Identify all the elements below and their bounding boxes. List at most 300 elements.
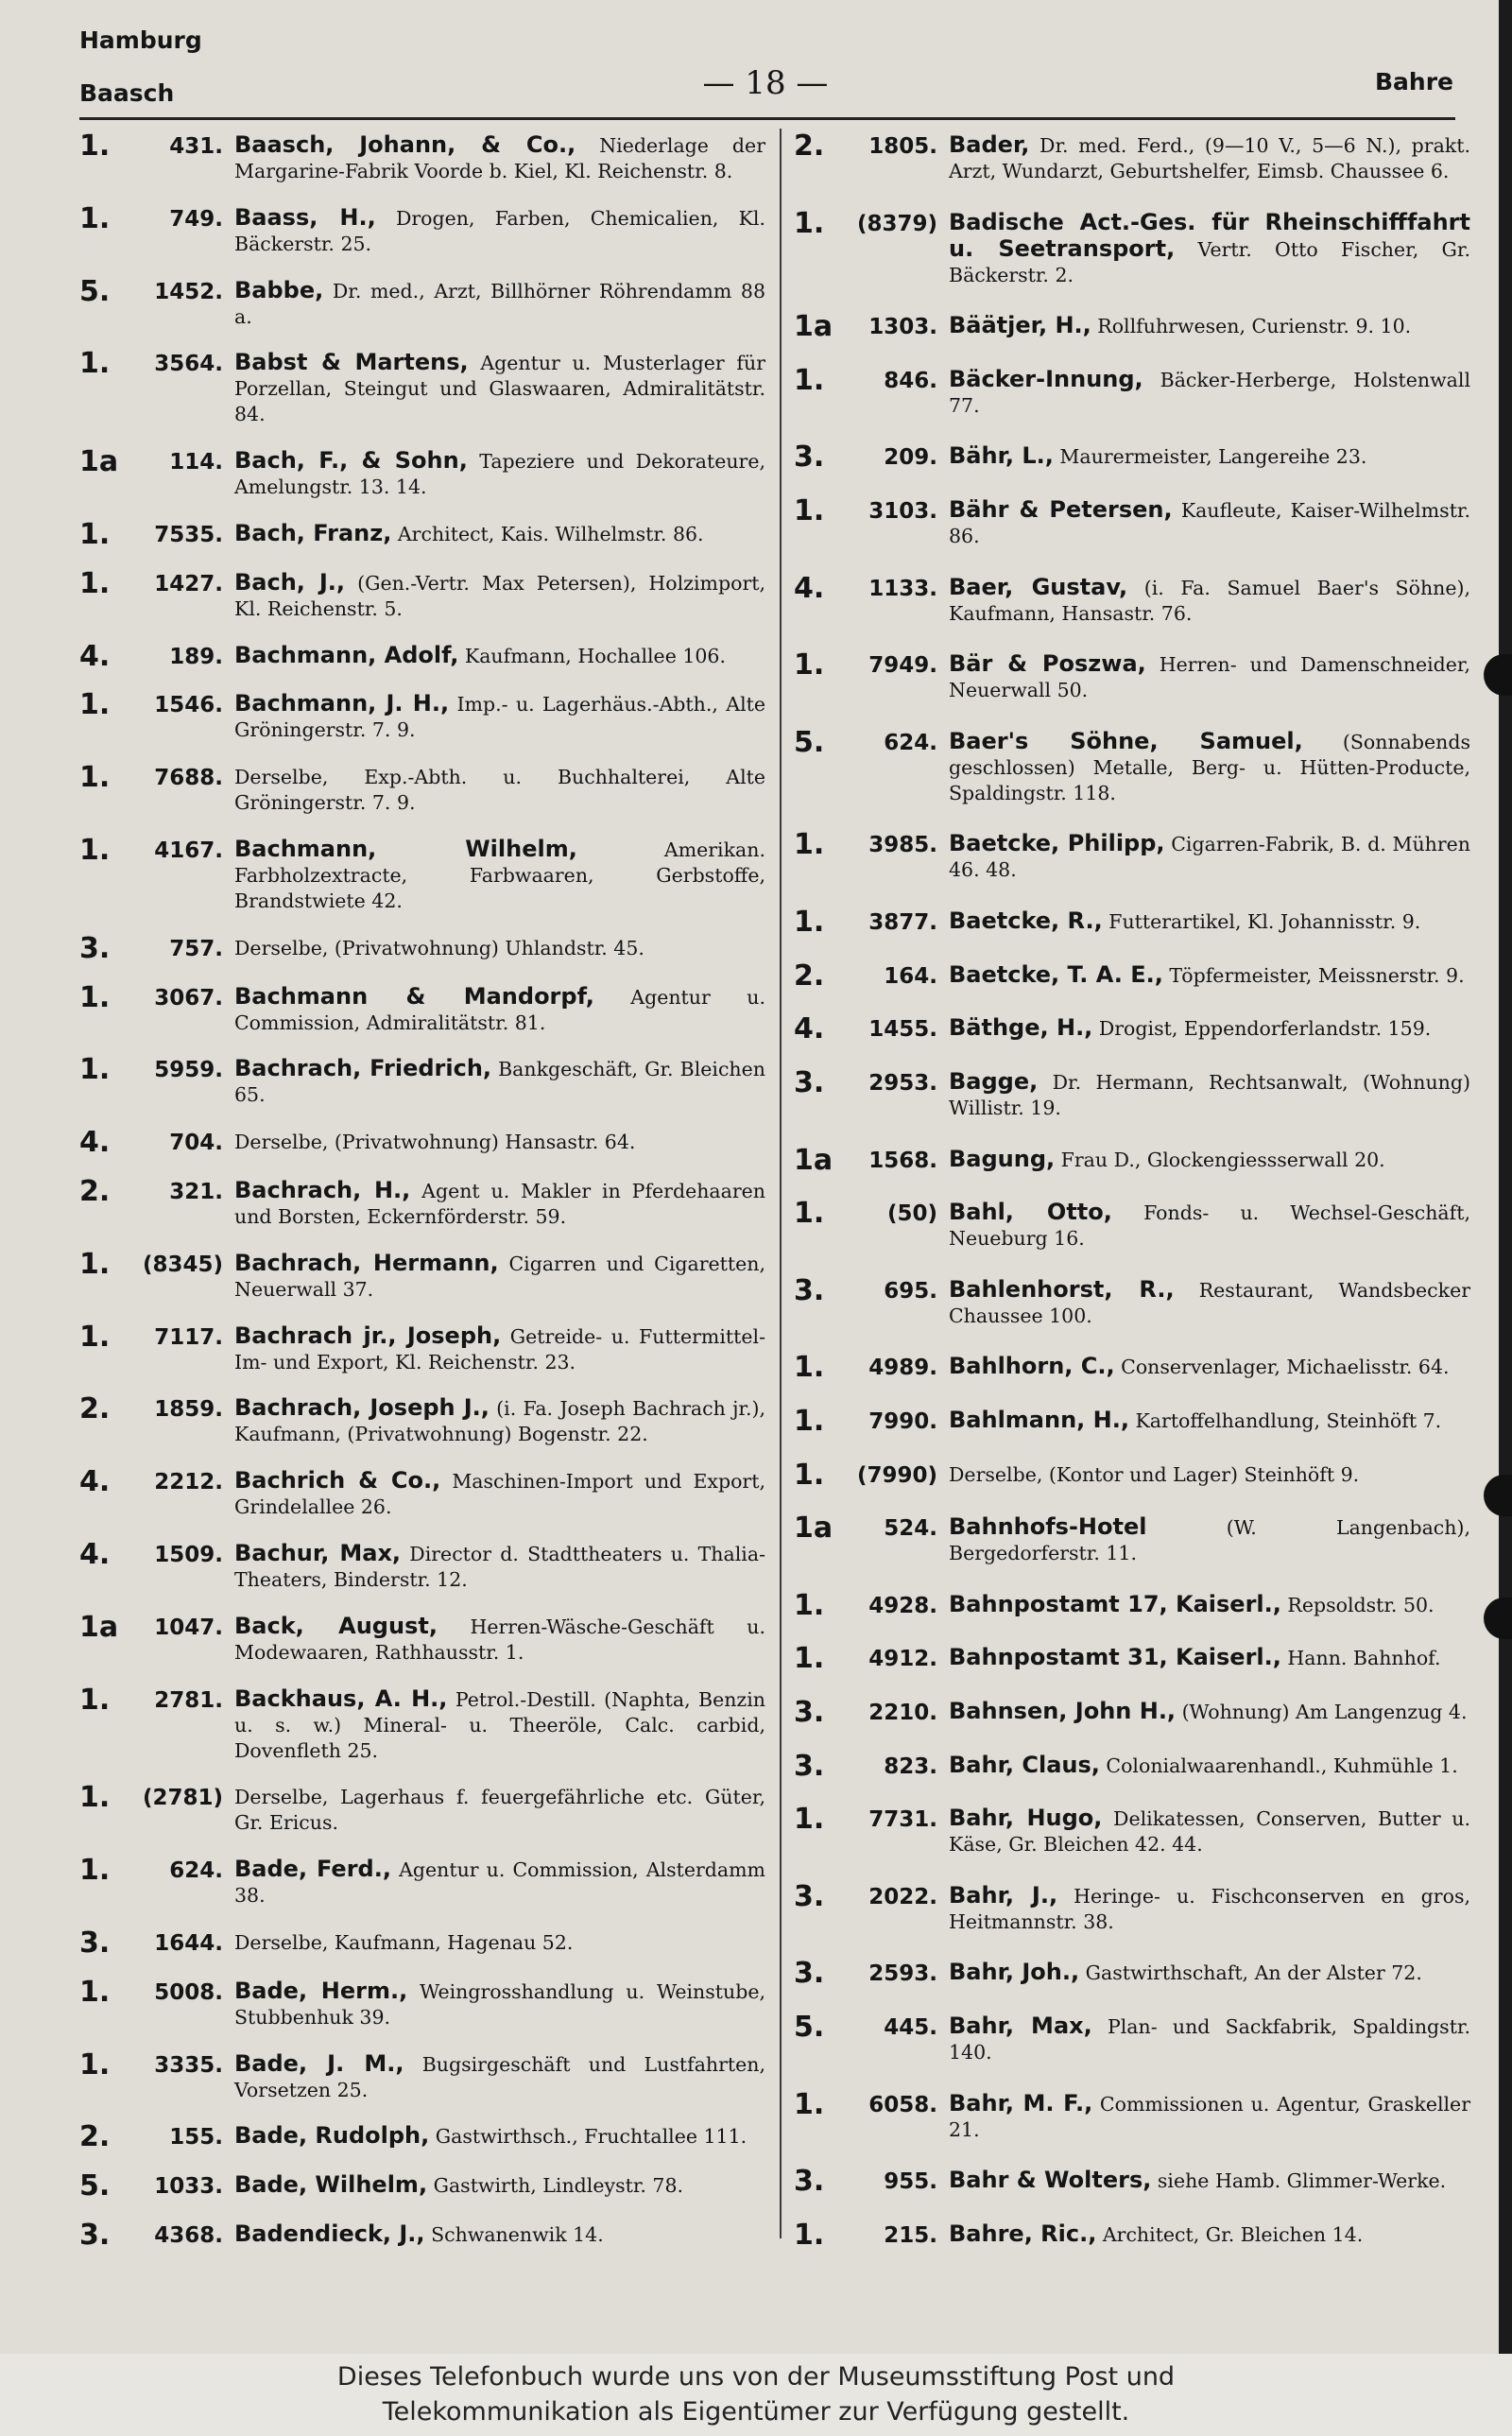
phone-number: 749.: [169, 206, 223, 232]
entry-text: [949, 1592, 1470, 1618]
first-catchword: Baasch: [79, 79, 175, 107]
line-class: 2.: [794, 959, 825, 993]
phone-number: 1133.: [868, 576, 937, 601]
line-class: 1.: [794, 1803, 825, 1837]
subscriber-details: Director d. Stadttheaters u. Thalia-Theaters, Binderstr. 12.: [234, 1542, 765, 1591]
directory-entry: [79, 347, 766, 427]
line-class: 1.: [794, 363, 825, 397]
binding-hole-mark: [1484, 1598, 1512, 1639]
phone-number: 7990.: [868, 1408, 937, 1434]
entry-text: [949, 1699, 1470, 1725]
directory-entry: [79, 1320, 766, 1375]
subscriber-details: Architect, Gr. Bleichen 14.: [1096, 2222, 1364, 2246]
phone-number: 1452.: [154, 279, 223, 304]
directory-entry: [794, 1642, 1470, 1676]
subscriber-details: Agent u. Makler in Pferdehaaren und Borsten, Eckernförderstr. 59.: [234, 1179, 766, 1228]
line-class: 4.: [79, 1465, 111, 1499]
entry-text: [949, 497, 1470, 549]
subscriber-name: Bagung,: [949, 1145, 1056, 1172]
subscriber-name: Bahr, J.,: [949, 1881, 1058, 1909]
directory-entry: [79, 445, 766, 500]
entry-text: [949, 575, 1470, 627]
line-class: 3.: [794, 1879, 825, 1913]
entry-text: [234, 691, 765, 743]
directory-entry: [794, 310, 1470, 344]
line-class: 1.: [79, 1320, 111, 1354]
line-class: 1.: [79, 347, 111, 381]
header-rule: [79, 117, 1455, 120]
line-class: 1.: [794, 648, 825, 682]
entry-text: [949, 1069, 1470, 1121]
subscriber-name: Baetcke, R.,: [949, 907, 1103, 935]
line-class: 3.: [79, 2218, 111, 2252]
subscriber-details: Derselbe, Kaufmann, Hagenau 52.: [234, 1930, 574, 1954]
entry-text: [234, 1178, 765, 1230]
phone-number: 695.: [884, 1278, 937, 1304]
phone-number: 1047.: [154, 1615, 223, 1640]
entry-text: [234, 1978, 765, 2030]
entry-text: [949, 2091, 1470, 2143]
line-class: 3.: [79, 1926, 111, 1960]
phone-number: 4912.: [868, 1647, 937, 1672]
phone-number: 7731.: [868, 1807, 937, 1833]
phone-number: 524.: [884, 1516, 937, 1542]
entry-text: [949, 443, 1470, 470]
directory-entry: [794, 1957, 1470, 1991]
subscriber-name: Bachrach, Hermann,: [234, 1249, 499, 1276]
entry-text: [234, 837, 765, 914]
directory-entry: [79, 2169, 765, 2203]
entry-text: [949, 1883, 1470, 1935]
subscriber-details: Bugsirgeschäft und Lustfahrten, Vorsetzen 25.: [234, 2052, 766, 2101]
subscriber-details: Herren- und Damenschneider, Neuerwall 50.: [949, 653, 1470, 702]
phone-number: 6058.: [868, 2092, 937, 2117]
entry-text: [949, 962, 1470, 989]
entry-text: [949, 1645, 1470, 1671]
region-title: Hamburg: [79, 26, 202, 54]
subscriber-name: Bär & Poszwa,: [949, 650, 1146, 678]
subscriber-details: Maschinen-Import und Export, Grindelallee 26.: [234, 1470, 765, 1519]
entry-text: [234, 132, 765, 184]
phone-number: 7688.: [154, 766, 223, 791]
subscriber-details: Derselbe, (Privatwohnung) Uhlandstr. 45.: [234, 936, 644, 959]
entry-text: [234, 350, 765, 427]
phone-number: 209.: [884, 445, 937, 471]
subscriber-name: Bachrach jr., Joseph,: [234, 1322, 502, 1349]
phone-number: 3564.: [154, 352, 223, 377]
directory-entry: [79, 1174, 766, 1230]
subscriber-name: Babst & Martens,: [234, 349, 469, 376]
line-class: 3.: [794, 2165, 825, 2199]
entry-text: [949, 2168, 1470, 2194]
line-class: 1.: [79, 761, 111, 795]
line-class: 1.: [79, 688, 111, 722]
subscriber-name: Bachrach, Joseph J.,: [234, 1394, 490, 1422]
line-class: 3.: [794, 441, 825, 475]
subscriber-details: Weingrosshandlung u. Weinstube, Stubbenhuk 39.: [234, 1979, 765, 2029]
subscriber-name: Bachrach, H.,: [234, 1176, 411, 1203]
entry-text: [234, 1686, 765, 1764]
running-head-left: [79, 25, 202, 110]
subscriber-details: Kaufleute, Kaiser-Wilhelmstr. 86.: [949, 499, 1470, 548]
directory-entry: [794, 906, 1470, 940]
subscriber-details: (i. Fa. Joseph Bachrach jr.), Kaufmann, (Privatwohnung) Bogenstr. 22.: [234, 1397, 766, 1446]
phone-number: 3985.: [868, 833, 937, 858]
subscriber-details: Petrol.-Destill. (Naphta, Benzin u. s. w.) Mineral- u. Theeröle, Calc. carbid, Dovenfleth 25.: [234, 1687, 765, 1762]
subscriber-details: Amerikan. Farbholzextracte, Farbwaaren, Gerbstoffe, Brandstwiete 42.: [234, 838, 765, 912]
subscriber-name: Bahr & Wolters,: [949, 2167, 1152, 2194]
phone-number: (8345): [142, 1252, 223, 1277]
subscriber-details: Derselbe, (Kontor und Lager) Steinhöft 9.: [949, 1462, 1360, 1486]
line-class: 5.: [79, 2169, 111, 2203]
entry-text: [949, 1461, 1470, 1488]
subscriber-details: (Gen.-Vertr. Max Petersen), Holzimport, Kl. Reichenstr. 5.: [234, 571, 766, 620]
line-class: 1a: [79, 1610, 119, 1644]
phone-number: 624.: [169, 1858, 223, 1884]
phone-number: 7117.: [154, 1324, 223, 1350]
subscriber-name: Badische Act.-Ges. für Rheinschifffahrt u. Seetransport,: [949, 208, 1470, 262]
entry-text: [234, 2051, 765, 2103]
line-class: 4.: [794, 1012, 825, 1046]
subscriber-details: Bankgeschäft, Gr. Bleichen 65.: [234, 1058, 765, 1107]
subscriber-details: Derselbe, (Privatwohnung) Hansastr. 64.: [234, 1131, 636, 1154]
subscriber-name: Bahnhofs-Hotel: [949, 1513, 1147, 1541]
subscriber-name: Badendieck, J.,: [234, 2220, 425, 2247]
entry-text: [949, 1960, 1470, 1986]
line-class: 1.: [794, 1588, 825, 1622]
phone-number: 155.: [169, 2125, 223, 2151]
entry-text: [234, 1541, 765, 1593]
phone-number: 1427.: [154, 571, 223, 596]
subscriber-name: Bach, Franz,: [234, 519, 392, 546]
directory-entry: [79, 980, 765, 1036]
subscriber-name: Bäthge, H.,: [949, 1014, 1093, 1042]
directory-entry: [794, 441, 1470, 475]
subscriber-details: Cigarren und Cigaretten, Neuerwall 37.: [234, 1252, 765, 1301]
subscriber-name: Bahre, Ric.,: [949, 2220, 1097, 2247]
subscriber-details: Kartoffelhandlung, Steinhöft 7.: [1128, 1408, 1442, 1432]
phone-number: 2212.: [154, 1470, 223, 1495]
directory-entry: [79, 1392, 766, 1447]
archive-notice: [0, 2354, 1512, 2436]
line-class: 1.: [79, 1683, 111, 1717]
subscriber-name: Bader,: [949, 131, 1030, 158]
subscriber-details: Conservenlager, Michaelisstr. 64.: [1114, 1356, 1450, 1379]
phone-number: 431.: [169, 134, 223, 159]
line-class: 4.: [79, 639, 111, 673]
directory-entry: [794, 132, 1470, 184]
phone-number: 1859.: [154, 1397, 223, 1423]
phone-number: 189.: [169, 644, 223, 669]
directory-entry: [79, 1926, 765, 1960]
line-class: 5.: [794, 2011, 825, 2045]
entry-text: [949, 313, 1470, 339]
directory-entry: [794, 1197, 1470, 1252]
line-class: 1.: [79, 566, 111, 600]
subscriber-details: Töpfermeister, Meissnerstr. 9.: [1162, 963, 1465, 987]
directory-entry: [79, 1465, 765, 1520]
line-class: 2.: [79, 1174, 111, 1208]
subscriber-details: Derselbe, Lagerhaus f. feuergefährliche etc. Güter, Gr. Ericus.: [234, 1786, 765, 1835]
line-class: 1a: [794, 1143, 833, 1177]
subscriber-details: Maurermeister, Langereihe 23.: [1053, 445, 1367, 469]
line-class: 1.: [794, 1197, 825, 1231]
phone-number: 5959.: [154, 1058, 223, 1083]
subscriber-name: Bach, F., & Sohn,: [234, 447, 468, 475]
directory-entry: [79, 132, 765, 184]
subscriber-details: (W. Langenbach), Bergedorferstr. 11.: [949, 1516, 1470, 1565]
phone-number: 2210.: [868, 1701, 937, 1726]
subscriber-details: Heringe- u. Fischconserven en gros, Heitmannstr. 38.: [949, 1884, 1470, 1933]
directory-entry: [79, 1537, 765, 1593]
phone-number: 7949.: [868, 653, 937, 679]
line-class: 1.: [79, 980, 111, 1014]
entry-text: [234, 1784, 765, 1836]
subscriber-name: Baetcke, Philipp,: [949, 830, 1165, 857]
directory-entry: [79, 761, 765, 816]
subscriber-details: Agentur u. Commission, Admiralitätstr. 81.: [234, 985, 765, 1034]
line-class: 5.: [794, 725, 825, 759]
subscriber-details: Colonialwaarenhandl., Kuhmühle 1.: [1099, 1754, 1458, 1777]
directory-entry: [794, 1012, 1470, 1046]
line-class: 3.: [794, 1696, 825, 1730]
subscriber-name: Bahr, Claus,: [949, 1751, 1100, 1778]
directory-entry: [794, 571, 1470, 627]
entry-text: [234, 570, 765, 622]
subscriber-details: Gastwirthsch., Fruchtallee 111.: [429, 2125, 747, 2149]
subscriber-name: Bäätjer, H.,: [949, 312, 1091, 339]
subscriber-name: Bade, Ferd.,: [234, 1856, 391, 1883]
line-class: 1.: [79, 1247, 111, 1281]
entry-text: [949, 729, 1470, 806]
directory-entry: [794, 1351, 1470, 1385]
directory-entry: [794, 2087, 1470, 2143]
directory-entry: [794, 2218, 1470, 2252]
subscriber-details: Repsoldstr. 50.: [1280, 1593, 1435, 1616]
subscriber-details: Schwanenwik 14.: [424, 2222, 604, 2246]
directory-entry: [79, 931, 765, 965]
phone-number: 164.: [884, 963, 937, 989]
subscriber-name: Baer's Söhne, Samuel,: [949, 727, 1303, 754]
entry-text: [949, 210, 1470, 288]
subscriber-details: Futterartikel, Kl. Johannisstr. 9.: [1102, 910, 1421, 934]
right-column: [794, 132, 1470, 2250]
entry-text: [234, 205, 765, 257]
line-class: 3.: [794, 1273, 825, 1307]
directory-entry: [794, 1514, 1470, 1566]
line-class: 5.: [79, 274, 111, 308]
column-divider: [780, 129, 782, 2238]
subscriber-name: Bähr & Petersen,: [949, 496, 1173, 524]
line-class: 1.: [79, 201, 111, 235]
entry-text: [949, 1408, 1470, 1434]
subscriber-details: Frau D., Glockengiessserwall 20.: [1055, 1148, 1385, 1171]
subscriber-name: Bahnsen, John H.,: [949, 1698, 1177, 1725]
subscriber-details: Gastwirth, Lindleystr. 78.: [427, 2174, 684, 2198]
phone-number: 3335.: [154, 2052, 223, 2078]
subscriber-name: Bahlmann, H.,: [949, 1406, 1129, 1433]
archive-notice-line: Dieses Telefonbuch wurde uns von der Museumsstiftung Post und: [336, 2362, 1176, 2392]
line-class: 4.: [794, 571, 825, 605]
line-class: 1.: [794, 2218, 825, 2252]
directory-entry: [794, 648, 1470, 703]
directory-entry: [794, 2165, 1470, 2199]
entry-text: [234, 1468, 765, 1520]
phone-number: 1546.: [154, 693, 223, 718]
phone-number: 955.: [884, 2169, 937, 2195]
subscriber-name: Bahlenhorst, R.,: [949, 1275, 1175, 1303]
directory-entry: [79, 201, 765, 257]
entry-text: [234, 1056, 765, 1108]
phone-number: 4928.: [868, 1593, 937, 1618]
line-class: 3.: [794, 1957, 825, 1991]
phone-number: 1033.: [154, 2174, 223, 2200]
phone-number: 4989.: [868, 1356, 937, 1381]
subscriber-details: Delikatessen, Conserven, Butter u. Käse, Gr. Bleichen 42. 44.: [949, 1807, 1470, 1857]
subscriber-details: Hann. Bahnhof.: [1280, 1647, 1441, 1670]
phone-number: 1455.: [868, 1017, 937, 1043]
subscriber-name: Bahr, Hugo,: [949, 1805, 1103, 1832]
subscriber-name: Bachmann, J. H.,: [234, 690, 450, 717]
subscriber-name: Bade, Rudolph,: [234, 2122, 430, 2150]
subscriber-details: siehe Hamb. Glimmer-Werke.: [1151, 2169, 1447, 2193]
directory-entry: [79, 1781, 765, 1836]
line-class: 1.: [79, 1975, 111, 2009]
subscriber-name: Bachmann, Wilhelm,: [234, 835, 577, 862]
line-class: 4.: [79, 1126, 111, 1160]
subscriber-name: Backhaus, A. H.,: [234, 1684, 448, 1712]
line-class: 2.: [79, 2120, 111, 2154]
phone-number: 445.: [884, 2015, 937, 2041]
entry-text: [234, 984, 765, 1036]
line-class: 1.: [79, 833, 111, 867]
line-class: 3.: [794, 1749, 825, 1783]
binding-hole-mark: [1484, 654, 1512, 696]
phone-number: 1509.: [154, 1542, 223, 1567]
page-edge-shadow: [1499, 0, 1512, 2354]
entry-text: [234, 764, 765, 816]
subscriber-name: Bahr, Max,: [949, 2013, 1092, 2040]
directory-entry: [79, 1610, 765, 1666]
phone-number: 1303.: [868, 315, 937, 340]
phone-number: 321.: [169, 1179, 223, 1204]
directory-entry: [79, 1053, 765, 1108]
subscriber-details: Architect, Kais. Wilhelmstr. 86.: [391, 522, 704, 545]
subscriber-details: Dr. med. Ferd., (9—10 V., 5—6 N.), prakt. Arzt, Wundarzt, Geburtshelfer, Eimsb. Chaussee 6.: [949, 134, 1470, 182]
subscriber-name: Baetcke, T. A. E.,: [949, 960, 1163, 988]
line-class: 1.: [794, 906, 825, 940]
directory-entry: [794, 1404, 1470, 1438]
phone-number: 4368.: [154, 2222, 223, 2248]
phone-number: 757.: [169, 936, 223, 961]
line-class: 1.: [79, 130, 111, 163]
entry-text: [949, 1805, 1470, 1857]
directory-entry: [79, 833, 765, 914]
entry-text: [234, 1323, 765, 1375]
subscriber-name: Baasch, Johann, & Co.,: [234, 131, 576, 158]
line-class: 1a: [79, 445, 119, 479]
subscriber-details: Plan- und Sackfabrik, Spaldingstr. 140.: [949, 2015, 1470, 2065]
line-class: 1.: [79, 1781, 111, 1815]
entry-text: [949, 908, 1470, 935]
entry-text: [949, 1753, 1470, 1779]
subscriber-details: (Wohnung) Am Langenzug 4.: [1176, 1701, 1468, 1724]
directory-entry: [79, 688, 766, 743]
phone-number: 1644.: [154, 1930, 223, 1956]
directory-entry: [79, 2218, 765, 2252]
subscriber-details: Tapeziere und Dekorateure, Amelungstr. 13. 14.: [234, 450, 766, 499]
phone-number: 114.: [169, 450, 223, 475]
entry-text: [949, 2221, 1470, 2248]
entry-text: [949, 367, 1470, 419]
line-class: 1.: [79, 517, 111, 551]
directory-entry: [79, 2047, 766, 2103]
subscriber-name: Bachmann & Mandorpf,: [234, 982, 594, 1010]
subscriber-name: Bahr, Joh.,: [949, 1959, 1080, 1986]
subscriber-details: Bäcker-Herberge, Holstenwall 77.: [949, 368, 1470, 417]
line-class: 2.: [794, 130, 825, 163]
line-class: 1.: [79, 1854, 111, 1888]
directory-entry: [794, 1805, 1470, 1857]
entry-text: [234, 278, 765, 330]
line-class: 2.: [79, 1392, 111, 1426]
phone-number: 846.: [884, 368, 937, 393]
subscriber-name: Bachur, Max,: [234, 1539, 402, 1566]
subscriber-name: Baass, H.,: [234, 203, 376, 231]
phone-number: (2781): [142, 1786, 223, 1811]
line-class: 1.: [794, 828, 825, 862]
subscriber-details: Rollfuhrwesen, Curienstr. 9. 10.: [1091, 315, 1412, 338]
entry-text: [234, 1395, 765, 1447]
phone-number: 3103.: [868, 499, 937, 525]
line-class: 4.: [79, 1537, 111, 1571]
phone-number: 3877.: [868, 910, 937, 936]
entry-text: [949, 1514, 1470, 1566]
entry-text: [949, 1015, 1470, 1042]
directory-entry: [794, 206, 1470, 288]
subscriber-details: Drogen, Farben, Chemicalien, Kl. Bäckerstr. 25.: [234, 206, 765, 255]
entry-text: [949, 2013, 1470, 2065]
directory-entry: [794, 1588, 1470, 1622]
subscriber-name: Bade, Herm.,: [234, 1977, 408, 2004]
subscriber-name: Bahl, Otto,: [949, 1199, 1112, 1226]
directory-entry: [794, 959, 1470, 993]
line-class: 1.: [794, 1404, 825, 1438]
line-class: 1.: [794, 1351, 825, 1385]
phone-number: 2593.: [868, 1961, 937, 1987]
subscriber-name: Bachrach, Friedrich,: [234, 1055, 492, 1082]
subscriber-name: Bagge,: [949, 1067, 1039, 1095]
subscriber-details: Vertr. Otto Fischer, Gr. Bäckerstr. 2.: [949, 237, 1470, 286]
phone-number: 215.: [884, 2222, 937, 2248]
entry-text: [949, 132, 1470, 184]
subscriber-name: Bäcker-Innung,: [949, 365, 1143, 392]
subscriber-name: Bachrich & Co.,: [234, 1467, 441, 1494]
subscriber-details: Commissionen u. Agentur, Graskeller 21.: [949, 2092, 1470, 2141]
directory-entry: [79, 639, 765, 673]
phone-number: 5008.: [154, 1979, 223, 2005]
phone-number: (7990): [856, 1462, 937, 1488]
phone-number: 2953.: [868, 1070, 937, 1096]
subscriber-details: Drogist, Eppendorferlandstr. 159.: [1092, 1017, 1432, 1041]
directory-entry: [794, 1696, 1470, 1730]
entry-text: [949, 831, 1470, 883]
entry-text: [949, 1277, 1470, 1329]
entry-text: [234, 1614, 765, 1666]
phone-number: 4167.: [154, 838, 223, 863]
directory-entry: [794, 828, 1470, 883]
directory-entry: [794, 725, 1470, 806]
